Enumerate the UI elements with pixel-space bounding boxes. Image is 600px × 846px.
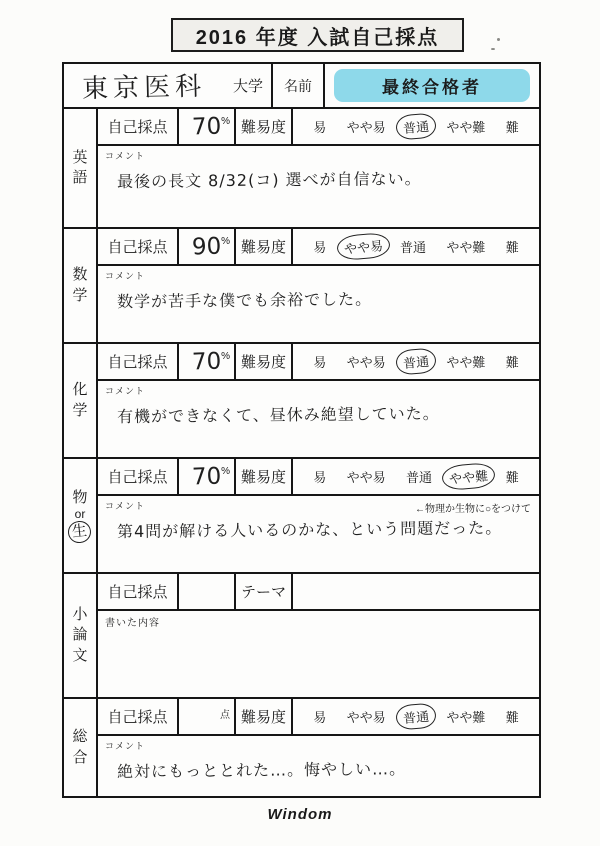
percent-unit: %: [221, 351, 230, 362]
difficulty-label: 難易度: [236, 229, 293, 264]
final-pass-badge: 最終合格者: [334, 69, 530, 102]
self-score-value: 70 %: [179, 344, 236, 379]
difficulty-option: 易: [313, 120, 327, 135]
subject-label-physics-or-biology: 物 or 生: [64, 459, 98, 572]
difficulty-option: 普通: [399, 240, 426, 255]
subject-label-math: 数学: [64, 229, 98, 342]
difficulty-option: やや難: [446, 240, 486, 255]
difficulty-option: 易: [313, 710, 327, 725]
self-score-value: 70 %: [179, 109, 236, 144]
subject-label-total: 総合: [64, 699, 98, 796]
scan-speck: [497, 38, 500, 41]
comment-handwritten: 数学が苦手な僕でも余裕でした。: [116, 289, 373, 312]
biology-circled-handwritten: 生: [67, 520, 92, 545]
comment-label: コメント: [105, 271, 146, 281]
difficulty-option: やや難: [446, 355, 486, 370]
university-name-handwritten: 東京医科: [81, 71, 207, 105]
difficulty-options: [293, 229, 539, 264]
self-score-value: 90 %: [179, 229, 236, 264]
self-score-label: 自己採点: [98, 459, 179, 494]
self-score-label: 自己採点: [98, 699, 179, 734]
difficulty-option: やや易: [346, 120, 386, 135]
subject-label-essay: 小論文: [64, 574, 98, 697]
difficulty-label: 難易度: [236, 344, 293, 379]
row-math: [64, 227, 539, 342]
comment-handwritten: 絶対にもっととれた…。悔やしい…。: [116, 759, 407, 782]
theme-label: テーマ: [236, 574, 293, 609]
difficulty-option: 難: [505, 120, 519, 135]
self-score-value-empty: [179, 699, 236, 734]
self-score-label: 自己採点: [98, 109, 179, 144]
comment-label: コメント: [105, 501, 146, 511]
difficulty-option: やや難: [446, 710, 486, 725]
difficulty-options: [293, 109, 539, 144]
difficulty-options: [293, 344, 539, 379]
difficulty-option: 易: [313, 240, 327, 255]
percent-unit: %: [221, 466, 230, 477]
theme-value-empty: [293, 574, 539, 609]
self-score-label: 自己採点: [98, 344, 179, 379]
name-label: 名前: [273, 64, 325, 107]
difficulty-option: やや易: [336, 232, 391, 262]
difficulty-option: 難: [505, 470, 519, 485]
comment-label: コメント: [105, 386, 146, 396]
difficulty-options: [293, 459, 539, 494]
row-chemistry: [64, 342, 539, 457]
difficulty-option: 易: [313, 355, 327, 370]
self-score-value: 70 %: [179, 459, 236, 494]
comment-handwritten: 有機ができなくて、昼休み絶望していた。: [116, 403, 440, 427]
university-suffix-label: 大学: [232, 78, 263, 95]
difficulty-label: 難易度: [236, 699, 293, 734]
subject-label-chemistry: 化学: [64, 344, 98, 457]
written-content-label: 書いた内容: [105, 618, 160, 629]
difficulty-option: やや難: [441, 462, 496, 492]
row-essay: [64, 572, 539, 697]
header-row: [64, 64, 539, 107]
difficulty-label: 難易度: [236, 459, 293, 494]
comment-label: コメント: [105, 151, 146, 161]
difficulty-option: 難: [505, 710, 519, 725]
page-title: 2016 年度 入試自己採点: [171, 18, 464, 52]
points-unit: 点: [220, 710, 230, 721]
difficulty-option: 難: [505, 240, 519, 255]
comment-handwritten: 最後の長文 8/32(コ) 選べが自信ない。: [116, 168, 422, 192]
comment-handwritten: 第4問が解ける人いるのかな、という問題だった。: [116, 518, 503, 542]
percent-unit: %: [221, 116, 230, 127]
difficulty-option: 普通: [395, 702, 437, 730]
difficulty-option: 普通: [395, 112, 437, 140]
difficulty-option: 普通: [395, 347, 437, 375]
university-cell: [64, 64, 273, 107]
circle-physics-or-biology-note: ←物理か生物に○をつけて: [414, 504, 531, 515]
scan-speck: [491, 48, 495, 50]
written-content-handwritten-empty: [117, 632, 532, 636]
name-value-cell: [325, 64, 539, 107]
difficulty-option: やや易: [346, 470, 386, 485]
row-total: [64, 697, 539, 796]
difficulty-option: 易: [313, 470, 327, 485]
score-form-table: [62, 62, 541, 798]
row-physics-or-biology: [64, 457, 539, 572]
difficulty-option: 普通: [405, 470, 432, 485]
self-score-value-empty: [179, 574, 236, 609]
difficulty-option: やや易: [346, 355, 386, 370]
subject-label-english: 英語: [64, 109, 98, 227]
row-english: [64, 107, 539, 227]
difficulty-options: [293, 699, 539, 734]
difficulty-option: やや易: [346, 710, 386, 725]
self-score-label: 自己採点: [98, 229, 179, 264]
difficulty-label: 難易度: [236, 109, 293, 144]
comment-label: コメント: [105, 741, 146, 751]
windom-logo: Windom: [267, 806, 333, 823]
difficulty-option: 難: [505, 355, 519, 370]
percent-unit: %: [221, 236, 230, 247]
difficulty-option: やや難: [446, 120, 486, 135]
self-score-label: 自己採点: [98, 574, 179, 609]
